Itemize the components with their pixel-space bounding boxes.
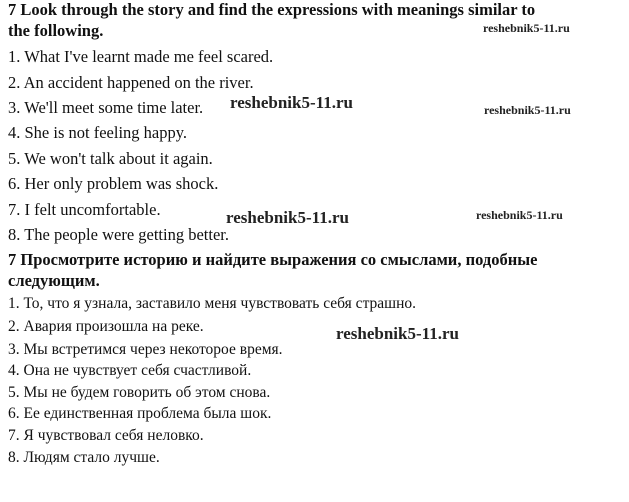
watermark-text: reshebnik5-11.ru	[484, 103, 571, 117]
watermark-text: reshebnik5-11.ru	[336, 324, 459, 343]
english-heading-line-2: the following.	[8, 21, 104, 40]
russian-item-8: 8. Людям стало лучше.	[8, 449, 160, 466]
russian-heading-line-2: следующим.	[8, 271, 100, 290]
watermark-text: reshebnik5-11.ru	[230, 93, 353, 112]
english-item-1: 1. What I've learnt made me feel scared.	[8, 47, 274, 66]
russian-item-4: 4. Она не чувствует себя счастливой.	[8, 362, 252, 379]
watermark-text: reshebnik5-11.ru	[483, 21, 570, 35]
english-heading-line-1: 7 Look through the story and find the expressions with meanings similar to	[8, 0, 536, 19]
english-item-3: 3. We'll meet some time later.	[8, 98, 204, 117]
russian-item-3: 3. Мы встретимся через некоторое время.	[8, 341, 283, 358]
russian-item-2: 2. Авария произошла на реке.	[8, 318, 204, 335]
english-item-6: 6. Her only problem was shock.	[8, 174, 219, 193]
russian-item-7: 7. Я чувствовал себя неловко.	[8, 427, 204, 444]
watermark-text: reshebnik5-11.ru	[476, 208, 563, 222]
russian-heading-line-1: 7 Просмотрите историю и найдите выражения со смыслами, подобные	[8, 250, 538, 269]
english-item-2: 2. An accident happened on the river.	[8, 73, 254, 92]
russian-item-5: 5. Мы не будем говорить об этом снова.	[8, 384, 271, 401]
russian-item-1: 1. То, что я узнала, заставило меня чувствовать себя страшно.	[8, 295, 417, 312]
english-item-4: 4. She is not feeling happy.	[8, 123, 188, 142]
russian-item-6: 6. Ее единственная проблема была шок.	[8, 405, 272, 422]
watermark-text: reshebnik5-11.ru	[226, 208, 349, 227]
english-item-5: 5. We won't talk about it again.	[8, 149, 213, 168]
english-item-7: 7. I felt uncomfortable.	[8, 200, 161, 219]
english-item-8: 8. The people were getting better.	[8, 225, 229, 244]
